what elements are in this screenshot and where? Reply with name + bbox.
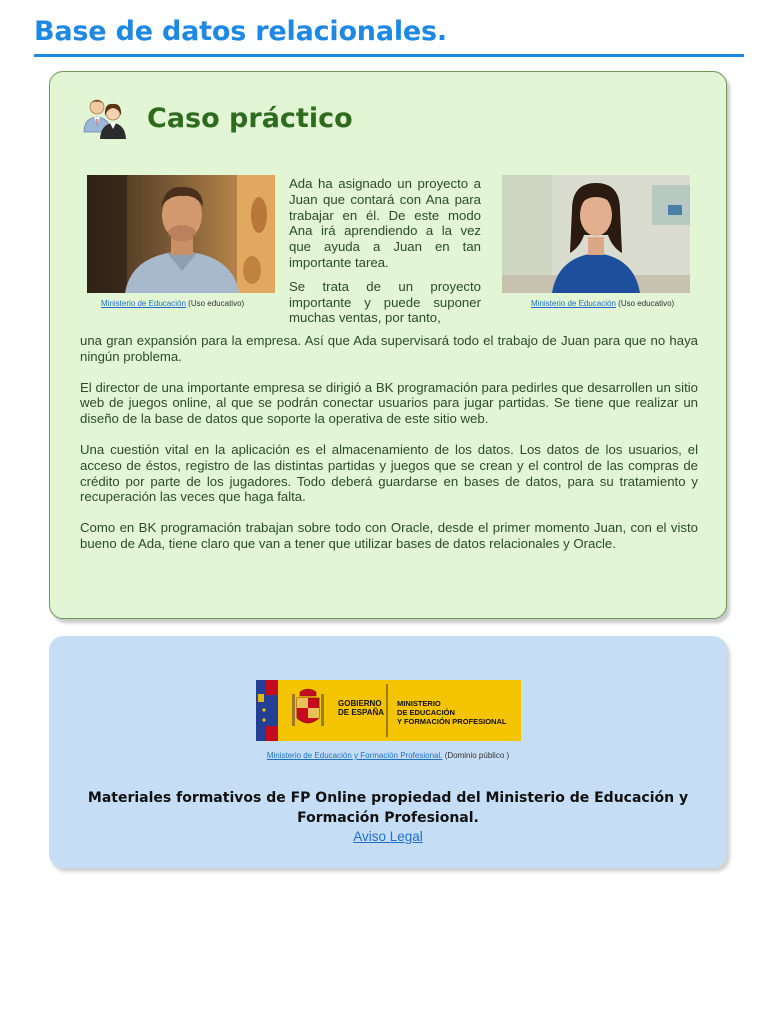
government-logo [256,680,521,741]
page-header [34,14,744,57]
ana-photo-caption [502,298,731,309]
footer-box [49,636,727,868]
ana-photo [502,175,690,293]
ana-photo-license: (Uso educativo) [618,299,675,308]
logo-gobierno-text: GOBIERNO [338,699,382,708]
case-paragraph-2: El director de una importante empresa se dirigió a BK programación para pedirles que desarrollen un sitio web de juegos online, al que se podrán conectar usuarios para jugar partidas. Se tiene que realizar un diseño de la base de datos que soporte la operativa de este sitio web. [80,379,698,427]
logo-educacion-text: DE EDUCACIÓN [397,708,455,717]
logo-license: (Dominio público ) [444,751,510,760]
logo-espana-text: DE ESPAÑA [338,708,385,717]
side-text [289,176,481,334]
juan-photo-source-link[interactable]: Ministerio de Educación [101,299,186,308]
case-title: Caso práctico [147,103,353,134]
logo-fp-text: Y FORMACIÓN PROFESIONAL [397,717,507,726]
case-study-box [49,71,727,619]
case-paragraph-1: una gran expansión para la empresa. Así que Ada supervisará todo el trabajo de Juan para que no haya ningún problema. [80,333,698,364]
case-paragraph-4: Como en BK programación trabajan sobre todo con Oracle, desde el primer momento Juan, con el visto bueno de Ada, tiene claro que van a tener que utilizar bases de datos relacionales y Oracle. [80,520,698,551]
page-title: Base de datos relacionales. [34,16,447,47]
side-paragraph-1: Ada ha asignado un proyecto a Juan que contará con Ana para trabajar en él. De este modo Ana irá aprendiendo a la vez que ayuda a Juan en tan importante tarea. [289,176,481,270]
side-paragraph-2: Se trata de un proyecto importante y puede suponer muchas ventas, por tanto, [289,278,481,326]
juan-photo [87,175,275,293]
legal-notice-link[interactable]: Aviso Legal [353,829,423,844]
logo-caption [49,750,727,761]
users-icon [80,96,128,140]
logo-source-link[interactable]: Ministerio de Educación y Formación Profesional. [266,751,443,760]
juan-photo-caption [87,298,301,309]
materials-text: Materiales formativos de FP Online propiedad del Ministerio de Educación y Formación Profesional. [87,790,689,826]
ana-photo-source-link[interactable]: Ministerio de Educación [531,299,616,308]
case-body-text [80,333,698,567]
logo-ministerio-text: MINISTERIO [397,699,441,708]
juan-photo-license: (Uso educativo) [188,299,245,308]
case-paragraph-3: Una cuestión vital en la aplicación es el almacenamiento de los datos. Los datos de los usuarios, el acceso de éstos, registro de las distintas partidas y juegos que se crean y el control de las compras de crédito por parte de los jugadores. Todo deberá guardarse en bases de datos, para su tratamiento y recuperación las veces que haga falta. [80,441,698,505]
